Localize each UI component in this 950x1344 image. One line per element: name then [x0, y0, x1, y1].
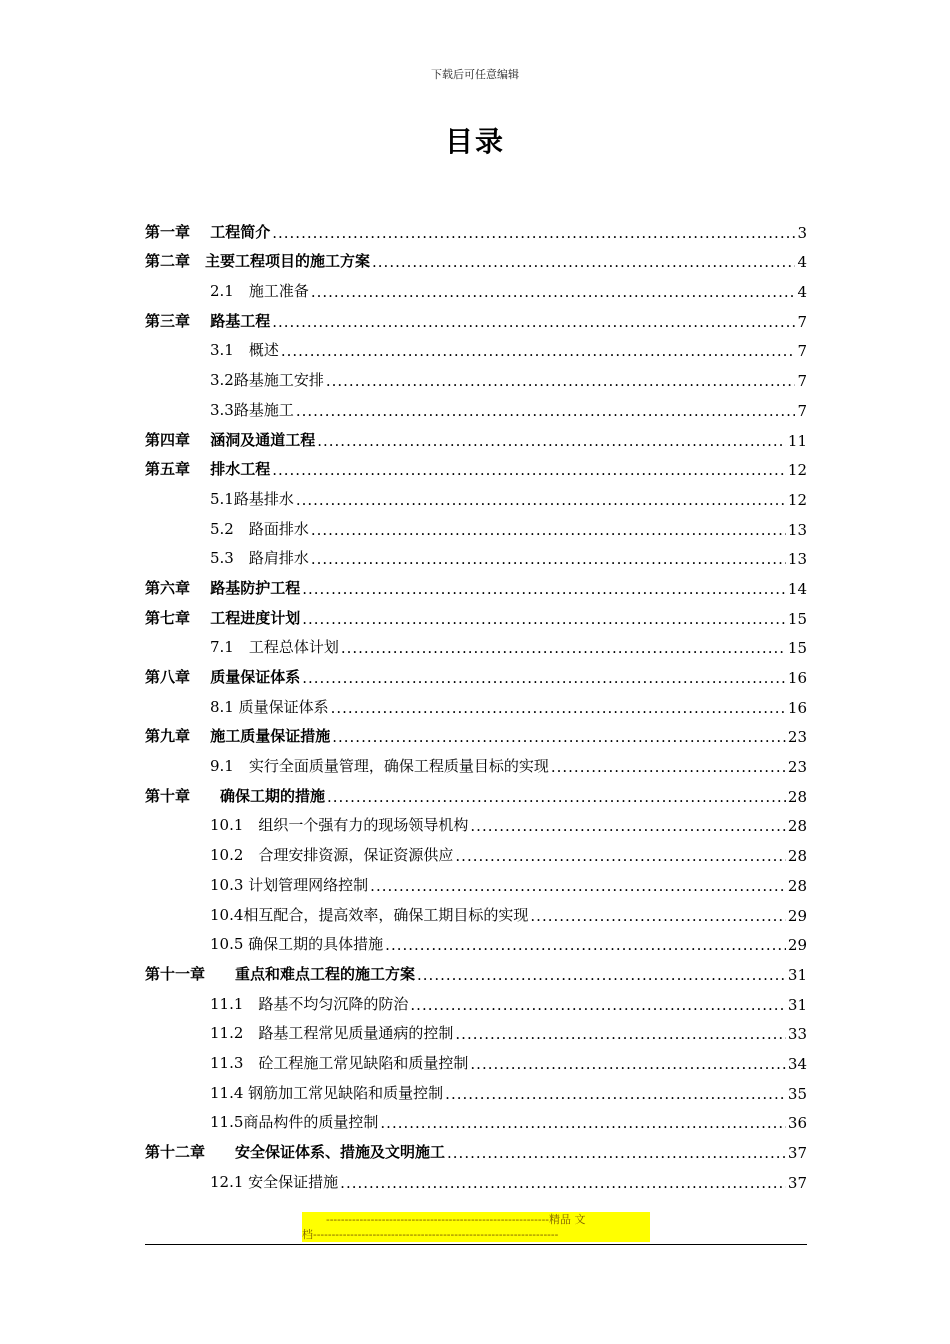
- dot-leader: [311, 550, 786, 568]
- toc-section-entry[interactable]: [145, 687, 807, 717]
- toc-entry-label: 第八章 质量保证体系: [145, 668, 301, 686]
- toc-chapter-entry[interactable]: [145, 568, 807, 598]
- dot-leader: [340, 1174, 786, 1192]
- toc-chapter-entry[interactable]: [145, 420, 807, 450]
- dot-leader: [327, 788, 786, 806]
- toc-entry-label: 10.2 合理安排资源，保证资源供应: [210, 846, 454, 865]
- toc-page-number: 37: [787, 1144, 807, 1162]
- dot-leader: [447, 1144, 786, 1162]
- toc-entry-label: 11.2 路基工程常见质量通病的控制: [210, 1024, 454, 1043]
- toc-section-entry[interactable]: [145, 628, 807, 658]
- dot-leader: [470, 1055, 786, 1073]
- toc-section-entry[interactable]: [145, 271, 807, 301]
- dot-leader: [302, 669, 786, 687]
- toc-chapter-entry[interactable]: [145, 450, 807, 480]
- dot-leader: [332, 728, 786, 746]
- toc-entry-label: 5.1路基排水: [210, 489, 294, 508]
- toc-entry-label: 第十一章 重点和难点工程的施工方案: [145, 964, 416, 983]
- toc-section-entry[interactable]: [145, 509, 807, 539]
- bottom-rule: [145, 1244, 807, 1245]
- toc-entry-label: 第一章 工程简介: [145, 222, 271, 241]
- toc-section-entry[interactable]: [145, 1073, 807, 1103]
- toc-chapter-entry[interactable]: [145, 954, 807, 984]
- dot-leader: [410, 996, 786, 1014]
- toc-entry-label: 10.4相互配合，提高效率，确保工期目标的实现: [210, 905, 529, 924]
- toc-entry-label: 7.1 工程总体计划: [210, 638, 339, 657]
- toc-section-entry[interactable]: [145, 925, 807, 955]
- footer-line-2: 档------------------------------------------------------------------: [302, 1227, 650, 1242]
- toc-section-entry[interactable]: [145, 895, 807, 925]
- dot-leader: [296, 402, 796, 420]
- toc-page-number: 28: [787, 817, 807, 836]
- toc-entry-label: 第十章 确保工期的措施: [145, 786, 326, 805]
- toc-entry-label: 2.1 施工准备: [210, 282, 309, 301]
- dot-leader: [281, 342, 796, 360]
- toc-page-number: 7: [797, 401, 807, 420]
- toc-section-entry[interactable]: [145, 390, 807, 420]
- header-note: 下载后可任意编辑: [431, 68, 519, 81]
- toc-section-entry[interactable]: [145, 835, 807, 865]
- dot-leader: [272, 313, 795, 331]
- toc-entry-label: 第五章 排水工程: [145, 460, 271, 479]
- toc-section-entry[interactable]: [145, 360, 807, 390]
- toc-entry-label: 第十二章 安全保证体系、措施及文明施工: [145, 1143, 446, 1161]
- toc-page-number: 16: [787, 698, 807, 717]
- toc-chapter-entry[interactable]: [145, 657, 807, 687]
- toc-page-number: 23: [787, 728, 807, 747]
- toc-entry-label: 10.1 组织一个强有力的现场领导机构: [210, 816, 469, 835]
- toc-chapter-entry[interactable]: [145, 717, 807, 747]
- dot-leader: [372, 253, 795, 271]
- footer-line-1: ------------------------------------------------------------精品 文: [302, 1212, 650, 1227]
- toc-entry-label: 3.2路基施工安排: [210, 371, 324, 390]
- dot-leader: [455, 1025, 786, 1043]
- toc-page-number: 12: [787, 461, 807, 480]
- toc-page-number: 7: [797, 342, 807, 361]
- toc-entry-label: 10.3 计划管理网络控制: [210, 875, 369, 894]
- toc-entry-label: 第二章 主要工程项目的施工方案: [145, 252, 371, 271]
- toc-page-number: 16: [787, 669, 807, 687]
- toc-section-entry[interactable]: [145, 984, 807, 1014]
- toc-page-number: 36: [787, 1114, 807, 1133]
- toc-chapter-entry[interactable]: [145, 1132, 807, 1162]
- toc-page-number: 28: [787, 876, 807, 895]
- page-title: 目录: [444, 125, 505, 158]
- toc-entry-label: 第三章 路基工程: [145, 311, 271, 330]
- toc-page-number: 23: [787, 758, 807, 777]
- toc-section-entry[interactable]: [145, 1043, 807, 1073]
- toc-section-entry[interactable]: [145, 806, 807, 836]
- toc-page-number: 28: [787, 847, 807, 866]
- toc-page-number: 7: [797, 312, 807, 331]
- toc-page-number: 14: [787, 579, 807, 598]
- dot-leader: [380, 1114, 786, 1132]
- toc-entry-label: 5.3 路肩排水: [210, 549, 309, 568]
- toc-chapter-entry[interactable]: [145, 598, 807, 628]
- toc-chapter-entry[interactable]: [145, 242, 807, 272]
- toc-entry-label: 11.4 钢筋加工常见缺陷和质量控制: [210, 1083, 444, 1102]
- toc-chapter-entry[interactable]: [145, 776, 807, 806]
- toc-page-number: 3: [797, 223, 807, 242]
- toc-page-number: 11: [787, 431, 807, 450]
- dot-leader: [370, 877, 786, 895]
- dot-leader: [385, 936, 786, 954]
- toc-page-number: 7: [797, 372, 807, 391]
- dot-leader: [272, 224, 795, 242]
- toc-section-entry[interactable]: [145, 479, 807, 509]
- dot-leader: [341, 639, 786, 657]
- toc-entry-label: 第四章 涵洞及通道工程: [145, 430, 316, 449]
- dot-leader: [470, 817, 786, 835]
- toc-entry-label: 12.1 安全保证措施: [210, 1172, 339, 1191]
- toc-page-number: 31: [787, 965, 807, 984]
- dot-leader: [311, 283, 796, 301]
- toc-section-entry[interactable]: [145, 746, 807, 776]
- toc-page-number: 35: [787, 1084, 807, 1103]
- dot-leader: [530, 907, 786, 925]
- toc-page-number: 15: [787, 609, 807, 628]
- toc-entry-label: 5.2 路面排水: [210, 519, 309, 538]
- dot-leader: [551, 758, 786, 776]
- dot-leader: [302, 610, 786, 628]
- dot-leader: [445, 1085, 786, 1103]
- toc-entry-label: 10.5 确保工期的具体措施: [210, 935, 384, 954]
- toc-section-entry[interactable]: [145, 331, 807, 361]
- toc-entry-label: 11.5商品构件的质量控制: [210, 1113, 379, 1132]
- toc-page-number: 4: [797, 253, 807, 272]
- toc-section-entry[interactable]: [145, 539, 807, 569]
- toc-section-entry[interactable]: [145, 1162, 807, 1192]
- toc-entry-label: 11.1 路基不均匀沉降的防治: [210, 994, 409, 1013]
- toc-entry-label: 第九章 施工质量保证措施: [145, 727, 331, 746]
- toc-entry-label: 9.1 实行全面质量管理，确保工程质量目标的实现: [210, 757, 549, 776]
- toc-page-number: 34: [787, 1054, 807, 1073]
- dot-leader: [326, 372, 796, 390]
- toc-page-number: 4: [797, 283, 807, 302]
- toc-section-entry[interactable]: [145, 1014, 807, 1044]
- toc-chapter-entry[interactable]: [145, 212, 807, 242]
- toc-page-number: 13: [787, 520, 807, 539]
- toc-page-number: 29: [787, 936, 807, 955]
- toc-page-number: 31: [787, 995, 807, 1014]
- toc-section-entry[interactable]: [145, 1103, 807, 1133]
- toc-page-number: 15: [787, 639, 807, 658]
- toc-page-number: 28: [787, 787, 807, 806]
- dot-leader: [311, 521, 786, 539]
- toc-entry-label: 第六章 路基防护工程: [145, 578, 301, 597]
- toc-page-number: 13: [787, 550, 807, 569]
- footer-watermark: [302, 1212, 650, 1242]
- toc-page-number: 33: [787, 1025, 807, 1044]
- toc-entry-label: 11.3 砼工程施工常见缺陷和质量控制: [210, 1053, 469, 1072]
- toc-page-number: 12: [787, 490, 807, 509]
- toc-entry-label: 8.1 质量保证体系: [210, 697, 329, 716]
- toc-entry-label: 第七章 工程进度计划: [145, 608, 301, 627]
- dot-leader: [331, 699, 786, 717]
- toc-entry-label: 3.1 概述: [210, 341, 279, 360]
- dot-leader: [272, 461, 786, 479]
- dot-leader: [455, 847, 786, 865]
- toc-entry-label: 3.3路基施工: [210, 400, 294, 419]
- toc-section-entry[interactable]: [145, 865, 807, 895]
- dot-leader: [317, 432, 786, 450]
- toc-chapter-entry[interactable]: [145, 301, 807, 331]
- dot-leader: [296, 491, 786, 509]
- toc-page-number: 37: [787, 1173, 807, 1192]
- dot-leader: [417, 966, 786, 984]
- dot-leader: [302, 580, 786, 598]
- table-of-contents: [145, 212, 807, 1192]
- toc-page-number: 29: [787, 906, 807, 925]
